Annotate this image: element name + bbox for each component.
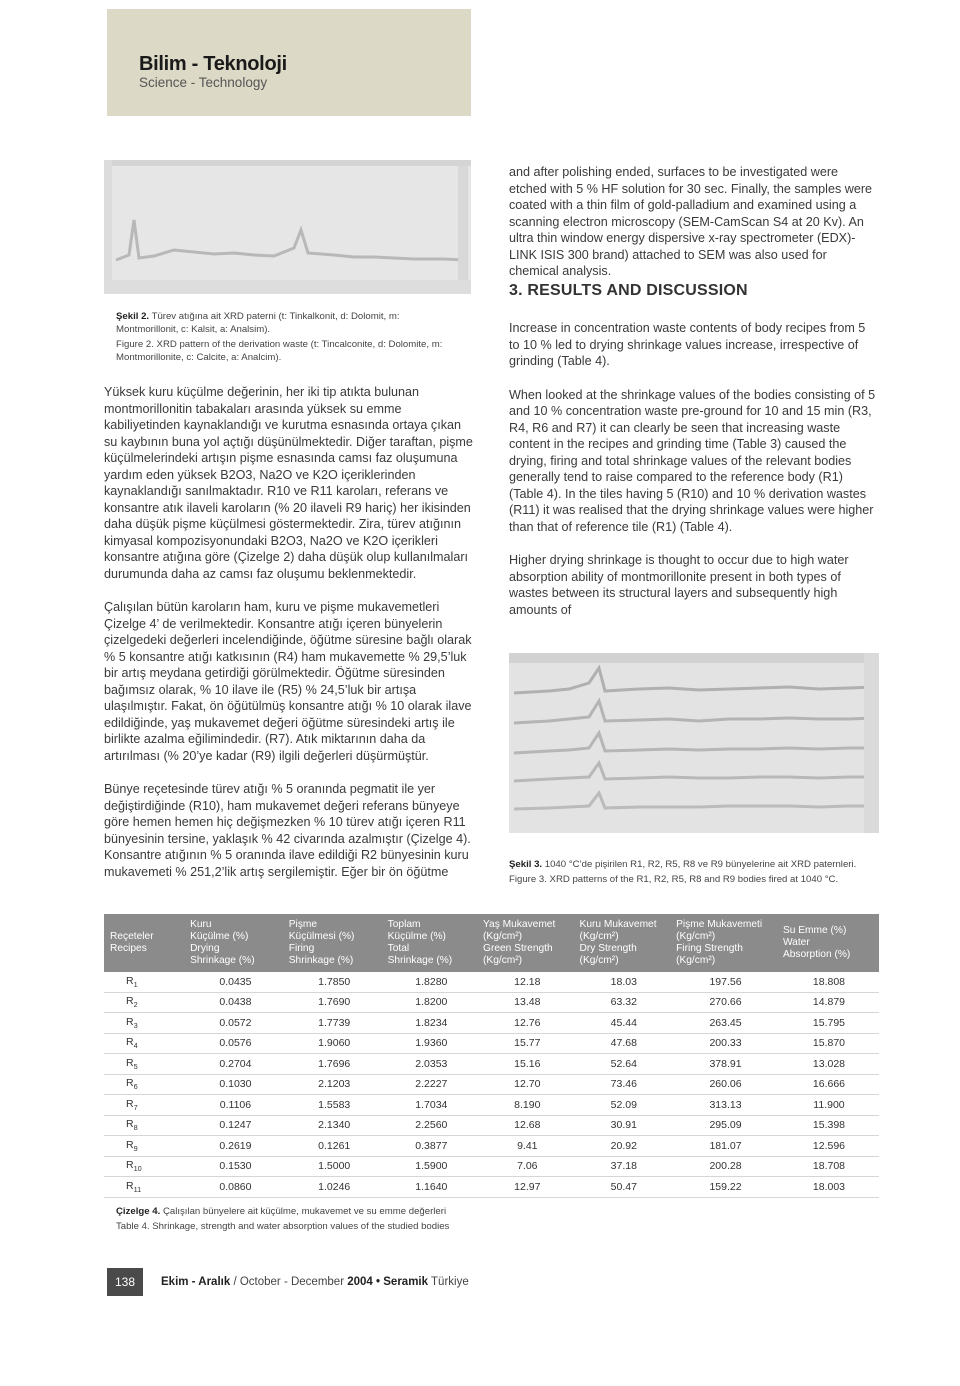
- footer-bullet: •: [376, 1276, 381, 1288]
- table-cell: 1.9360: [384, 1033, 479, 1054]
- table-cell: 15.795: [779, 1013, 879, 1034]
- table-header-text: Recipes: [110, 943, 147, 954]
- table-cell: 15.398: [779, 1115, 879, 1136]
- table-header-text: Shrinkage (%): [288, 955, 354, 966]
- table-cell: 197.56: [672, 972, 779, 992]
- table-header-text: Shrinkage (%): [387, 955, 453, 966]
- recipe-cell: $R_6$: [104, 1074, 186, 1095]
- table-cell: 8.190: [479, 1095, 576, 1116]
- table-cell: 1.7850: [285, 972, 384, 992]
- table-header-text: Su Emme (%): [782, 925, 847, 936]
- table-cell: 0.1530: [186, 1156, 285, 1177]
- table-cell: 73.46: [576, 1074, 673, 1095]
- table-cell: 7.06: [479, 1156, 576, 1177]
- table-cell: 0.3877: [384, 1136, 479, 1157]
- table-header-text: (Kg/cm²): [676, 931, 716, 942]
- table-header-text: Dry Strength: [579, 943, 637, 954]
- table-header-text: Water: [782, 937, 810, 948]
- table-cell: 200.33: [672, 1033, 779, 1054]
- left-column-text: [104, 384, 476, 880]
- figure-2-caption-tr: Türev atığına ait XRD paterni (t: Tinkalkonit, d: Dolomit, m: Montmorillonit, c: Kalsit, a: Analsim).: [116, 311, 400, 335]
- table-cell: 18.03: [576, 972, 673, 992]
- table-cell: 200.28: [672, 1156, 779, 1177]
- table-header-text: Küçülme (%): [387, 931, 446, 942]
- table-cell: 1.5000: [285, 1156, 384, 1177]
- left-paragraph-1: Yüksek kuru küçülme değerinin, her iki tip atıkta bulunan montmorillonitin tabakaları arasında yüksek su emme kabiliyetinden kaynaklandığı ve kurutma esnasında ortaya çıkan su kaybının buna yol açtığı düşünülmektedir. Diğer taraftan, pişme küçülmelerindeki artışın pişme esnasında camsı faz oluşumuna yardım eden yüksek B2O3, Na2O ve K2O içeriklerinden kaynaklandığı sanılmaktadır. R10 ve R11 karoları, referans ve konsantre atık ilaveli karoların (% 20 ilaveli R9 hariç) her ikisinden daha düşük pişme küçülmesi göstermektedir. Zira, türev atığının kimyasal kompozisyonundaki B2O3, Na2O ve K2O içerikleri konsantre atığına göre (Çizelge 2) daha düşük olup kullanılmaları durumunda daha az camsı faz oluşumu beklenmektedir.: [104, 385, 473, 581]
- table-cell: 1.7696: [285, 1054, 384, 1075]
- table-cell: 1.8200: [384, 992, 479, 1013]
- table-row: [104, 972, 879, 992]
- table-cell: 18.808: [779, 972, 879, 992]
- table-cell: 2.1203: [285, 1074, 384, 1095]
- recipe-cell: $R_{10}$: [104, 1156, 186, 1177]
- table-cell: 45.44: [576, 1013, 673, 1034]
- figure-2-caption-en: XRD pattern of the derivation waste (t: Tincalconite, d: Dolomite, m: Montmorillonite, c: Calcite, a: Analcim).: [116, 339, 443, 363]
- table-header-cell: [384, 914, 479, 972]
- table-cell: 12.76: [479, 1013, 576, 1034]
- table-cell: 1.8280: [384, 972, 479, 992]
- table-cell: 12.18: [479, 972, 576, 992]
- figure-3-caption-en: XRD patterns of the R1, R2, R5, R8 and R9 bodies fired at 1040 °C.: [549, 874, 839, 885]
- table-cell: 0.1030: [186, 1074, 285, 1095]
- table-header-text: Yaş Mukavemet: [483, 919, 556, 930]
- table-cell: 12.70: [479, 1074, 576, 1095]
- table-cell: 2.2560: [384, 1115, 479, 1136]
- recipe-cell: $R_2$: [104, 992, 186, 1013]
- table-header-text: Küçülme (%): [190, 931, 249, 942]
- recipe-cell: $R_{11}$: [104, 1177, 186, 1198]
- table-cell: 20.92: [576, 1136, 673, 1157]
- table-4-caption-tr: Çalışılan bünyelere ait küçülme, mukavemet ve su emme değerleri: [162, 1206, 447, 1217]
- right-column-text-top: [509, 164, 879, 280]
- table-cell: 0.1247: [186, 1115, 285, 1136]
- table-header-text: Absorption (%): [782, 949, 851, 960]
- table-header-text: Küçülmesi (%): [288, 931, 355, 942]
- table-cell: 1.1640: [384, 1177, 479, 1198]
- table-row: [104, 1136, 879, 1157]
- table-header-text: Toplam: [387, 919, 421, 930]
- right-paragraph-2: When looked at the shrinkage values of the bodies consisting of 5 and 10 % concentration waste pre-ground for 10 and 15 min (R3, R4, R6 and R7) it can clearly be seen that increasing waste content in the recipes and grinding time (Table 3) caused the drying, firing and total shrinkage values of the relevant bodies generally tend to raise compared to the reference body (R1) (Table 4). In the tiles having 5 (R10) and 10 % derivation wastes (R11) it was realised that the drying shrinkage values were higher than that of reference tile (R1) (Table 4).: [509, 387, 876, 534]
- table-header-text: Kuru Mukavemet: [579, 919, 657, 930]
- right-paragraph-1: Increase in concentration waste contents of body recipes from 5 to 10 % led to drying shrinkage values increase, irrespective of grinding (Table 4).: [509, 321, 866, 368]
- table-cell: 18.003: [779, 1177, 879, 1198]
- figure-2-caption: [116, 310, 451, 364]
- figure-3-xrd-patterns: [509, 653, 879, 833]
- table-cell: 0.2619: [186, 1136, 285, 1157]
- recipe-cell: $R_3$: [104, 1013, 186, 1034]
- table-body: [104, 972, 879, 1197]
- recipe-cell: $R_1$: [104, 972, 186, 992]
- table-cell: 14.879: [779, 992, 879, 1013]
- table-header-text: (Kg/cm²): [579, 931, 619, 942]
- table-row: [104, 1177, 879, 1198]
- table-cell: 50.47: [576, 1177, 673, 1198]
- table-header-text: Firing: [288, 943, 315, 954]
- table-row: [104, 1115, 879, 1136]
- table-row: [104, 1156, 879, 1177]
- table-row: [104, 992, 879, 1013]
- right-paragraph-3: Higher drying shrinkage is thought to occur due to high water absorption ability of montmorillonite present in both types of wastes between its structural layers and subsequently high amounts of: [509, 553, 849, 617]
- table-cell: 0.1261: [285, 1136, 384, 1157]
- right-paragraph-0: and after polishing ended, surfaces to be investigated were etched with 5 % HF solution for 30 sec. Finally, the samples were coated with a thin film of gold-palladium and examined using a scanning electron microscopy (SEM-CamScan S4 at 20 Kv). An ultra thin window energy dispersive x-ray spectrometer (EDX)-LINK ISIS 300 brand) attached to SEM was also used for chemical analysis.: [509, 165, 873, 278]
- footer-issue-tr: Ekim - Aralık: [161, 1276, 231, 1288]
- table-cell: 15.870: [779, 1033, 879, 1054]
- table-cell: 9.41: [479, 1136, 576, 1157]
- table-row: [104, 1054, 879, 1075]
- figure-2-label-tr: Şekil 2.: [116, 311, 150, 322]
- figure-2-label-en: Figure 2.: [116, 339, 154, 350]
- table-cell: 295.09: [672, 1115, 779, 1136]
- table-cell: 1.9060: [285, 1033, 384, 1054]
- footer-year: 2004: [347, 1276, 373, 1288]
- left-paragraph-3: Bünye reçetesinde türev atığı % 5 oranında pegmatit ile yer değiştirdiğinde (R10), ham mukavemet değeri referans bünyeye göre hemen hemen hiç değişmezken % 10 türev atığı içeren R11 bünyesinin tersine, yaklaşık % 42 civarında azalmıştır (Çizelge 4). Konsantre atığının % 5 oranında ilave edildiği R2 bünyesinin kuru mukavemeti % 251,2’lik artış sergilemiştir. Eğer bir ön öğütme: [104, 782, 471, 879]
- table-header-cell: [186, 914, 285, 972]
- table-cell: 1.8234: [384, 1013, 479, 1034]
- table-cell: 2.1340: [285, 1115, 384, 1136]
- table-header-text: Kuru: [190, 919, 212, 930]
- footer-issue-line: [161, 1276, 469, 1288]
- table-4: [104, 914, 879, 1198]
- table-4-container: [104, 914, 879, 1198]
- page-number: 138: [107, 1268, 143, 1296]
- table-header-text: (Kg/cm²): [483, 931, 523, 942]
- footer-country: Türkiye: [431, 1276, 469, 1288]
- table-cell: 11.900: [779, 1095, 879, 1116]
- table-cell: 13.028: [779, 1054, 879, 1075]
- table-cell: 13.48: [479, 992, 576, 1013]
- table-cell: 0.0860: [186, 1177, 285, 1198]
- table-header-text: Total: [387, 943, 410, 954]
- table-header-text: (Kg/cm²): [676, 955, 716, 966]
- table-header-text: (Kg/cm²): [579, 955, 619, 966]
- figure-3-graphic: [509, 653, 879, 833]
- table-header-cell: [576, 914, 673, 972]
- table-cell: 270.66: [672, 992, 779, 1013]
- table-cell: 2.0353: [384, 1054, 479, 1075]
- table-cell: 0.0438: [186, 992, 285, 1013]
- recipe-cell: $R_8$: [104, 1115, 186, 1136]
- table-cell: 2.2227: [384, 1074, 479, 1095]
- table-cell: 15.77: [479, 1033, 576, 1054]
- table-cell: 159.22: [672, 1177, 779, 1198]
- figure-3-label-tr: Şekil 3.: [509, 859, 543, 870]
- table-header-cell: [104, 914, 186, 972]
- table-cell: 37.18: [576, 1156, 673, 1177]
- table-header-text: Reçeteler: [110, 931, 154, 942]
- table-cell: 313.13: [672, 1095, 779, 1116]
- table-4-label-en: Table 4.: [116, 1221, 150, 1232]
- table-cell: 1.7739: [285, 1013, 384, 1034]
- figure-2-xrd-pattern: [104, 160, 471, 294]
- table-cell: 63.32: [576, 992, 673, 1013]
- table-header-text: Green Strength: [483, 943, 553, 954]
- table-cell: 52.64: [576, 1054, 673, 1075]
- journal-section-title: Bilim - Teknoloji: [139, 53, 287, 75]
- right-column-text: [509, 320, 879, 618]
- table-cell: 1.7034: [384, 1095, 479, 1116]
- table-cell: 0.2704: [186, 1054, 285, 1075]
- figure-2-graphic: [104, 160, 471, 294]
- table-cell: 0.0435: [186, 972, 285, 992]
- table-4-label-tr: Çizelge 4.: [116, 1206, 161, 1217]
- table-cell: 52.09: [576, 1095, 673, 1116]
- table-row: [104, 1033, 879, 1054]
- figure-3-label-en: Figure 3.: [509, 874, 547, 885]
- figure-3-caption-tr: 1040 °C’de pişirilen R1, R2, R5, R8 ve R9 bünyelerine ait XRD paternleri.: [544, 859, 857, 870]
- figure-3-caption: [509, 858, 879, 886]
- table-cell: 47.68: [576, 1033, 673, 1054]
- table-row: [104, 1095, 879, 1116]
- table-header-text: (Kg/cm²): [483, 955, 523, 966]
- table-cell: 378.91: [672, 1054, 779, 1075]
- table-cell: 16.666: [779, 1074, 879, 1095]
- table-cell: 181.07: [672, 1136, 779, 1157]
- table-cell: 12.68: [479, 1115, 576, 1136]
- recipe-cell: $R_9$: [104, 1136, 186, 1157]
- recipe-cell: $R_4$: [104, 1033, 186, 1054]
- table-header-cell: [479, 914, 576, 972]
- journal-section-subtitle: Science - Technology: [139, 75, 268, 90]
- table-cell: 1.5900: [384, 1156, 479, 1177]
- section-heading-results: 3. RESULTS AND DISCUSSION: [509, 282, 748, 299]
- table-header-cell: [285, 914, 384, 972]
- table-cell: 0.1106: [186, 1095, 285, 1116]
- table-cell: 30.91: [576, 1115, 673, 1136]
- recipe-cell: $R_7$: [104, 1095, 186, 1116]
- table-cell: 1.7690: [285, 992, 384, 1013]
- table-row: [104, 1074, 879, 1095]
- table-row: [104, 1013, 879, 1034]
- table-header-text: Firing Strength: [676, 943, 743, 954]
- table-cell: 15.16: [479, 1054, 576, 1075]
- table-cell: 1.5583: [285, 1095, 384, 1116]
- recipe-cell: $R_5$: [104, 1054, 186, 1075]
- table-header-text: Pişme Mukavemeti: [676, 919, 763, 930]
- table-4-caption-en: Shrinkage, strength and water absorption values of the studied bodies: [152, 1221, 450, 1232]
- table-cell: 263.45: [672, 1013, 779, 1034]
- table-cell: 260.06: [672, 1074, 779, 1095]
- table-header-text: Drying: [190, 943, 220, 954]
- table-cell: 0.0576: [186, 1033, 285, 1054]
- footer-magazine: Seramik: [383, 1276, 429, 1288]
- table-cell: 12.596: [779, 1136, 879, 1157]
- table-cell: 18.708: [779, 1156, 879, 1177]
- table-4-caption: [116, 1205, 716, 1233]
- table-cell: 12.97: [479, 1177, 576, 1198]
- table-header-cell: [672, 914, 779, 972]
- left-paragraph-2: Çalışılan bütün karoların ham, kuru ve pişme mukavemetleri Çizelge 4’ de verilmektedir. Konsantre atığı içeren bünyelerin çizelgedeki değerleri incelendiğinde, öğütme süresine bağlı olarak % 5 konsantre atığı katkısının (R4) ham mukavemette % 29,5’luk bir artış meydana getirdiği görülmektedir. Öğütme süresinden bağımsız olarak, % 10 ilave ile (R5) % 24,5’luk bir artışa ulaşılmıştır. Fakat, ön öğütülmüş konsantre atığı % 10 olarak ilave edildiğinde, yaş mukavemet değeri öğütme süresindeki artış ile birlikte azalma eğilimindedir. (R7). Atık miktarının daha da artırılması (% 20’ye kadar (R9) ilgili değerleri düşürmüştür.: [104, 600, 472, 763]
- table-cell: 0.0572: [186, 1013, 285, 1034]
- table-header-text: Shrinkage (%): [190, 955, 255, 966]
- table-header-text: Pişme: [288, 919, 318, 930]
- footer-issue-en: / October - December: [233, 1276, 345, 1288]
- table-header-cell: [779, 914, 879, 972]
- table-cell: 1.0246: [285, 1177, 384, 1198]
- table-header-row: [104, 914, 879, 972]
